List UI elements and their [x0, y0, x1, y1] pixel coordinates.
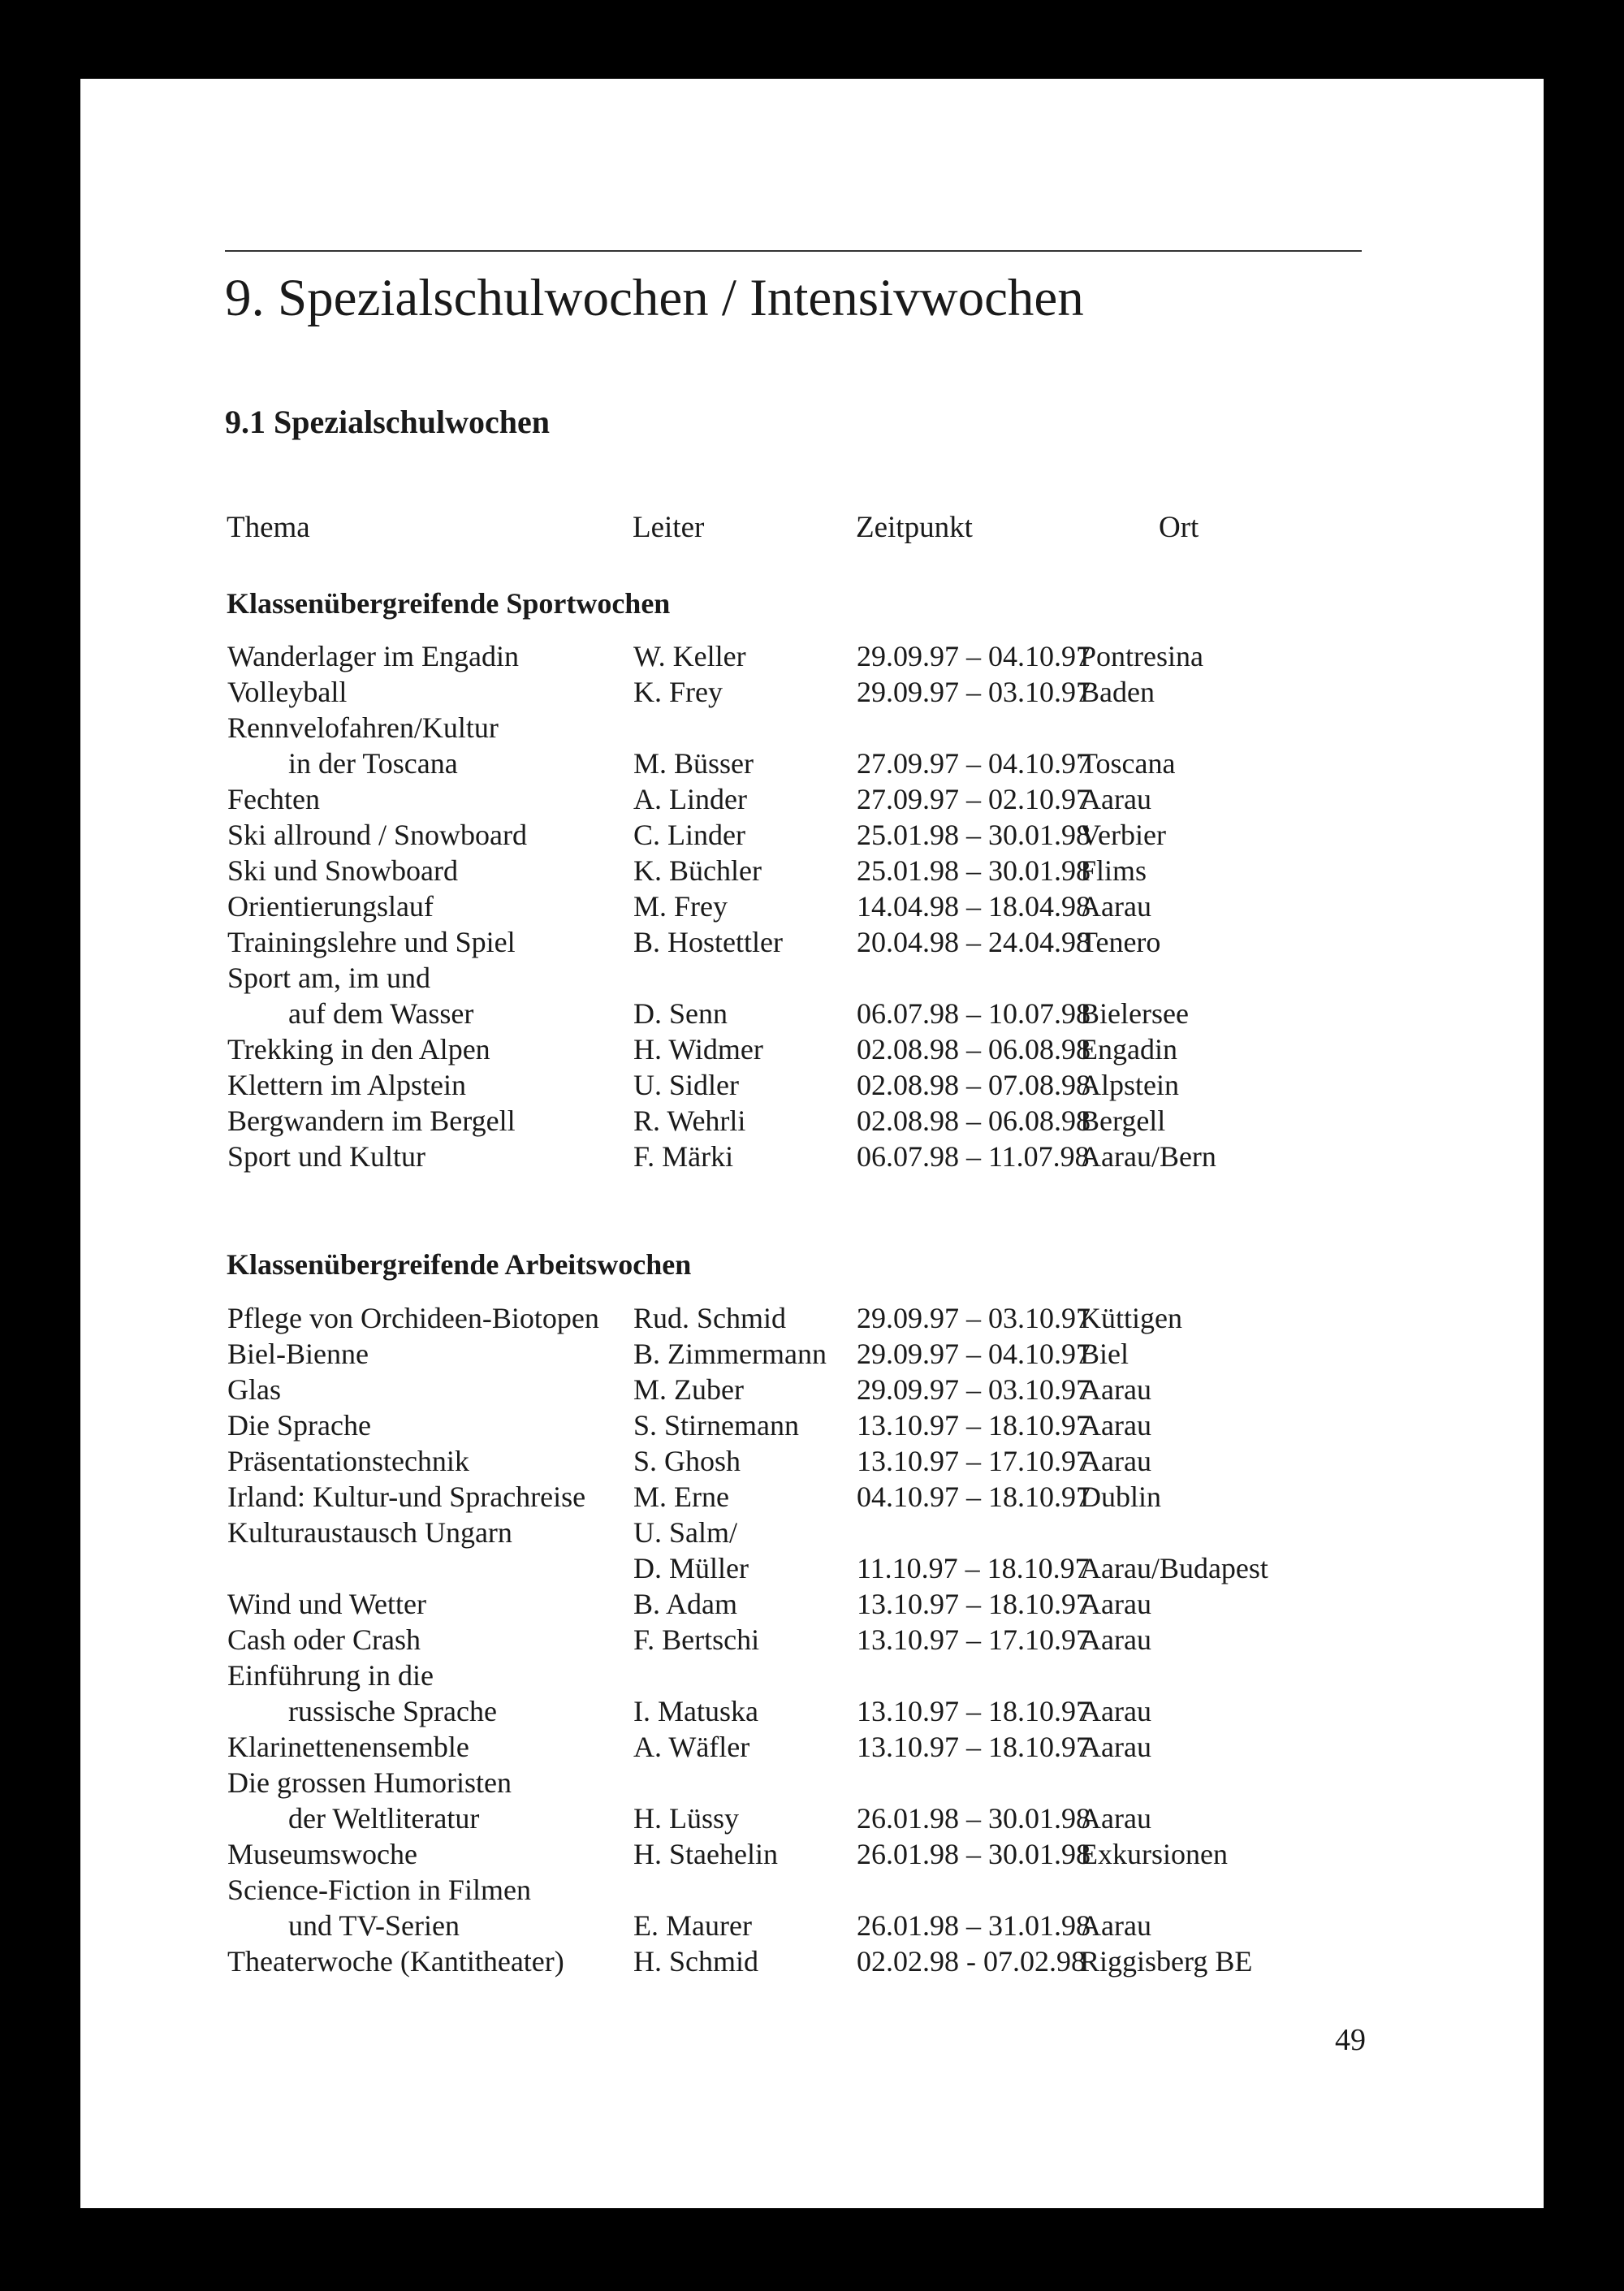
column-header-ort: Ort [1159, 511, 1199, 544]
table-row [227, 1103, 1445, 1139]
thema-cell: der Weltliteratur [288, 1802, 480, 1835]
thema-cell: Orientierungslauf [227, 890, 434, 923]
table-row [227, 746, 1445, 781]
table-row [227, 638, 1445, 674]
leiter-cell: S. Stirnemann [633, 1409, 799, 1442]
table-row [227, 1515, 1445, 1550]
ort-cell: Dublin [1080, 1481, 1162, 1513]
zeitpunkt-cell: 02.08.98 – 06.08.98 [857, 1033, 1091, 1066]
page-number: 49 [1335, 2023, 1366, 2057]
table-row [227, 1139, 1445, 1174]
table-row [227, 1067, 1445, 1103]
zeitpunkt-cell: 06.07.98 – 11.07.98 [857, 1140, 1090, 1173]
thema-cell: Rennvelofahren/Kultur [227, 711, 499, 744]
leiter-cell: M. Erne [633, 1481, 729, 1513]
ort-cell: Aarau [1080, 783, 1151, 815]
table-row [227, 1372, 1445, 1407]
table-row [227, 1908, 1445, 1943]
table-row [227, 1943, 1445, 1979]
ort-cell: Küttigen [1080, 1302, 1182, 1334]
zeitpunkt-cell: 29.09.97 – 04.10.97 [857, 640, 1091, 672]
section-title: 9.1 Spezialschulwochen [225, 404, 551, 440]
table-row [227, 853, 1445, 888]
thema-cell: Sport und Kultur [227, 1140, 426, 1173]
zeitpunkt-cell: 25.01.98 – 30.01.98 [857, 819, 1091, 851]
column-header-thema: Thema [227, 511, 310, 544]
leiter-cell: S. Ghosh [633, 1445, 741, 1477]
table-row [227, 1729, 1445, 1765]
zeitpunkt-cell: 13.10.97 – 17.10.97 [857, 1445, 1091, 1477]
ort-cell: Pontresina [1080, 640, 1203, 672]
sport-heading: Klassenübergreifende Sportwochen [227, 587, 671, 620]
thema-cell: Irland: Kultur-und Sprachreise [227, 1481, 586, 1513]
arbeit-table [227, 1300, 1445, 1979]
thema-cell: Theaterwoche (Kantitheater) [227, 1945, 564, 1978]
thema-cell: Science-Fiction in Filmen [227, 1874, 531, 1906]
thema-cell: russische Sprache [288, 1695, 497, 1727]
zeitpunkt-cell: 29.09.97 – 04.10.97 [857, 1338, 1091, 1370]
zeitpunkt-cell: 29.09.97 – 03.10.97 [857, 1373, 1091, 1406]
thema-cell: Klarinettenensemble [227, 1731, 469, 1763]
zeitpunkt-cell: 27.09.97 – 02.10.97 [857, 783, 1091, 815]
zeitpunkt-cell: 11.10.97 – 18.10.97 [857, 1552, 1090, 1584]
document-page [80, 79, 1544, 2208]
table-row [227, 1872, 1445, 1908]
leiter-cell: A. Wäfler [633, 1731, 750, 1763]
table-row [227, 1693, 1445, 1729]
zeitpunkt-cell: 27.09.97 – 04.10.97 [857, 747, 1091, 780]
table-row [227, 996, 1445, 1031]
leiter-cell: D. Müller [633, 1552, 749, 1584]
table-row [227, 960, 1445, 996]
thema-cell: Bergwandern im Bergell [227, 1104, 516, 1137]
leiter-cell: E. Maurer [633, 1909, 752, 1942]
arbeit-heading: Klassenübergreifende Arbeitswochen [227, 1248, 692, 1281]
zeitpunkt-cell: 26.01.98 – 30.01.98 [857, 1802, 1091, 1835]
leiter-cell: U. Salm/ [633, 1516, 738, 1549]
ort-cell: Aarau/Bern [1080, 1140, 1216, 1173]
ort-cell: Aarau [1080, 1802, 1151, 1835]
table-row [227, 1407, 1445, 1443]
leiter-cell: A. Linder [633, 783, 747, 815]
thema-cell: Museumswoche [227, 1838, 417, 1870]
zeitpunkt-cell: 13.10.97 – 18.10.97 [857, 1731, 1091, 1763]
ort-cell: Riggisberg BE [1080, 1945, 1253, 1978]
thema-cell: Sport am, im und [227, 962, 430, 994]
thema-cell: in der Toscana [288, 747, 458, 780]
ort-cell: Aarau/Budapest [1080, 1552, 1268, 1584]
leiter-cell: U. Sidler [633, 1069, 739, 1101]
thema-cell: und TV-Serien [288, 1909, 460, 1942]
leiter-cell: B. Zimmermann [633, 1338, 827, 1370]
table-row [227, 1658, 1445, 1693]
table-row [227, 1800, 1445, 1836]
zeitpunkt-cell: 20.04.98 – 24.04.98 [857, 926, 1091, 958]
leiter-cell: B. Adam [633, 1588, 738, 1620]
thema-cell: Trekking in den Alpen [227, 1033, 490, 1066]
table-row [227, 1550, 1445, 1586]
zeitpunkt-cell: 04.10.97 – 18.10.97 [857, 1481, 1091, 1513]
ort-cell: Alpstein [1080, 1069, 1179, 1101]
thema-cell: Volleyball [227, 676, 348, 708]
table-row [227, 1479, 1445, 1515]
table-row [227, 1300, 1445, 1336]
zeitpunkt-cell: 13.10.97 – 17.10.97 [857, 1623, 1091, 1656]
leiter-cell: F. Bertschi [633, 1623, 760, 1656]
ort-cell: Biel [1080, 1338, 1129, 1370]
ort-cell: Aarau [1080, 1588, 1151, 1620]
table-row [227, 1586, 1445, 1622]
thema-cell: Ski und Snowboard [227, 854, 459, 887]
thema-cell: Kulturaustausch Ungarn [227, 1516, 512, 1549]
zeitpunkt-cell: 25.01.98 – 30.01.98 [857, 854, 1091, 887]
zeitpunkt-cell: 13.10.97 – 18.10.97 [857, 1695, 1091, 1727]
leiter-cell: M. Frey [633, 890, 728, 923]
table-row [227, 1443, 1445, 1479]
leiter-cell: K. Frey [633, 676, 723, 708]
thema-cell: Pflege von Orchideen-Biotopen [227, 1302, 599, 1334]
table-row [227, 1765, 1445, 1800]
zeitpunkt-cell: 13.10.97 – 18.10.97 [857, 1409, 1091, 1442]
leiter-cell: B. Hostettler [633, 926, 783, 958]
thema-cell: Fechten [227, 783, 320, 815]
ort-cell: Aarau [1080, 890, 1151, 923]
table-row [227, 817, 1445, 853]
table-row [227, 781, 1445, 817]
leiter-cell: I. Matuska [633, 1695, 758, 1727]
chapter-title: 9. Spezialschulwochen / Intensivwochen [225, 269, 1084, 327]
leiter-cell: K. Büchler [633, 854, 762, 887]
ort-cell: Baden [1080, 676, 1155, 708]
leiter-cell: M. Büsser [633, 747, 754, 780]
thema-cell: Einführung in die [227, 1659, 434, 1692]
thema-cell: Die grossen Humoristen [227, 1766, 512, 1799]
leiter-cell: H. Schmid [633, 1945, 759, 1978]
ort-cell: Toscana [1080, 747, 1176, 780]
leiter-cell: C. Linder [633, 819, 745, 851]
zeitpunkt-cell: 13.10.97 – 18.10.97 [857, 1588, 1091, 1620]
leiter-cell: D. Senn [633, 997, 728, 1030]
top-rule [225, 250, 1362, 252]
table-row [227, 1622, 1445, 1658]
leiter-cell: H. Staehelin [633, 1838, 778, 1870]
ort-cell: Tenero [1080, 926, 1161, 958]
table-row [227, 710, 1445, 746]
leiter-cell: M. Zuber [633, 1373, 744, 1406]
table-row [227, 924, 1445, 960]
ort-cell: Exkursionen [1080, 1838, 1228, 1870]
ort-cell: Aarau [1080, 1731, 1151, 1763]
thema-cell: Wanderlager im Engadin [227, 640, 519, 672]
leiter-cell: H. Widmer [633, 1033, 763, 1066]
zeitpunkt-cell: 29.09.97 – 03.10.97 [857, 1302, 1091, 1334]
thema-cell: Klettern im Alpstein [227, 1069, 466, 1101]
ort-cell: Flims [1080, 854, 1147, 887]
ort-cell: Aarau [1080, 1695, 1151, 1727]
table-row [227, 888, 1445, 924]
ort-cell: Engadin [1080, 1033, 1177, 1066]
leiter-cell: W. Keller [633, 640, 746, 672]
ort-cell: Verbier [1080, 819, 1166, 851]
ort-cell: Aarau [1080, 1409, 1151, 1442]
leiter-cell: R. Wehrli [633, 1104, 746, 1137]
table-row [227, 674, 1445, 710]
column-header-zeitpunkt: Zeitpunkt [856, 511, 973, 544]
leiter-cell: H. Lüssy [633, 1802, 740, 1835]
column-header-leiter: Leiter [633, 511, 705, 544]
thema-cell: Die Sprache [227, 1409, 371, 1442]
thema-cell: auf dem Wasser [288, 997, 474, 1030]
leiter-cell: Rud. Schmid [633, 1302, 787, 1334]
sport-table [227, 638, 1445, 1174]
ort-cell: Aarau [1080, 1623, 1151, 1656]
zeitpunkt-cell: 26.01.98 – 30.01.98 [857, 1838, 1091, 1870]
zeitpunkt-cell: 06.07.98 – 10.07.98 [857, 997, 1091, 1030]
table-row [227, 1336, 1445, 1372]
ort-cell: Aarau [1080, 1373, 1151, 1406]
zeitpunkt-cell: 02.02.98 - 07.02.98 [857, 1945, 1086, 1978]
thema-cell: Cash oder Crash [227, 1623, 421, 1656]
ort-cell: Aarau [1080, 1909, 1151, 1942]
ort-cell: Bielersee [1080, 997, 1189, 1030]
thema-cell: Präsentationstechnik [227, 1445, 469, 1477]
ort-cell: Aarau [1080, 1445, 1151, 1477]
table-row [227, 1031, 1445, 1067]
thema-cell: Wind und Wetter [227, 1588, 426, 1620]
thema-cell: Biel-Bienne [227, 1338, 369, 1370]
thema-cell: Glas [227, 1373, 281, 1406]
thema-cell: Trainingslehre und Spiel [227, 926, 516, 958]
table-row [227, 1836, 1445, 1872]
zeitpunkt-cell: 26.01.98 – 31.01.98 [857, 1909, 1091, 1942]
thema-cell: Ski allround / Snowboard [227, 819, 527, 851]
zeitpunkt-cell: 02.08.98 – 06.08.98 [857, 1104, 1091, 1137]
zeitpunkt-cell: 29.09.97 – 03.10.97 [857, 676, 1091, 708]
ort-cell: Bergell [1080, 1104, 1166, 1137]
zeitpunkt-cell: 02.08.98 – 07.08.98 [857, 1069, 1091, 1101]
leiter-cell: F. Märki [633, 1140, 734, 1173]
zeitpunkt-cell: 14.04.98 – 18.04.98 [857, 890, 1091, 923]
